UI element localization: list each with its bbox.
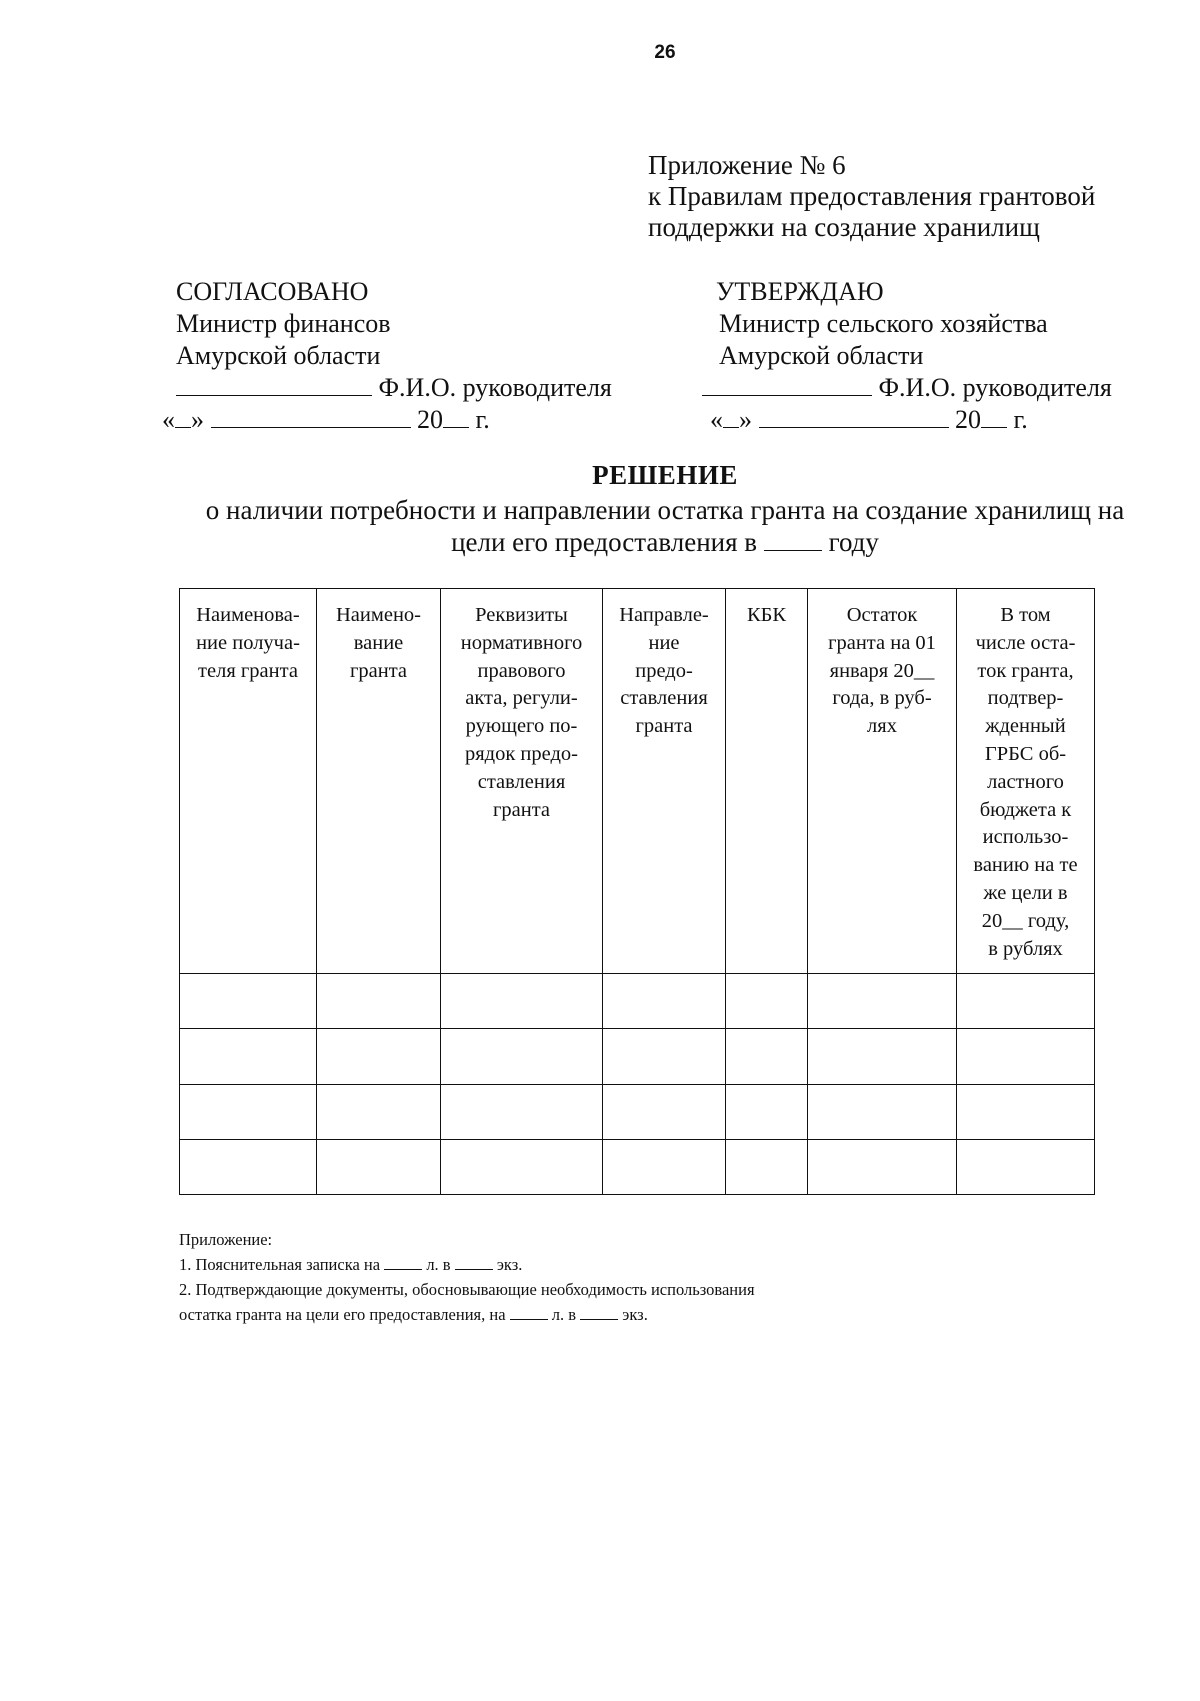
table-cell[interactable] [808,974,957,1029]
column-header-line: рующего по- [465,715,578,738]
column-header-line: Наименова- [196,604,300,626]
column-header-line: гранта на 01 [828,631,936,654]
column-header-line: Остаток [846,604,918,626]
column-header-line: же цели в [983,881,1068,904]
appendix-rules-line: к Правилам предоставления грантовой [648,181,1096,211]
fio-label: Ф.И.О. руководителя [878,373,1112,402]
page-number: 26 [654,42,676,63]
year-blank [764,550,822,551]
approver-region: Амурской области [176,341,381,370]
year-blank [981,427,1007,428]
day-blank [175,427,191,428]
pages-blank [384,1269,422,1270]
document-subtitle [170,494,1160,558]
column-header-line: подтвер- [987,687,1064,710]
date-open-quote: « [162,405,175,434]
grant-table [179,588,1095,1195]
copies-blank [580,1319,618,1320]
column-header-line: Направле- [619,604,709,626]
column-header [726,589,808,974]
year-suffix: г. [1013,405,1028,434]
year-blank [443,427,469,428]
column-header-line: ГРБС об- [984,742,1067,765]
signature-blank [702,395,872,396]
column-header-line: нормативного [460,631,583,654]
subtitle-line: о наличии потребности и направлении остатка гранта на создание хранилищ на [205,495,1125,525]
table-cell[interactable] [603,1139,726,1194]
table-cell[interactable] [317,1084,441,1139]
column-header-line: ванию на те [973,854,1078,877]
column-header-line: в рублях [988,937,1063,960]
date-close-quote: » [191,405,204,434]
table-cell[interactable] [441,1139,603,1194]
date-line [162,404,612,436]
approval-heading: УТВЕРЖДАЮ [716,277,884,306]
column-header-line: теля гранта [198,659,298,682]
column-header-line: предо- [635,659,693,682]
column-header-line: января 20__ [829,659,935,682]
table-header-row [180,589,1095,974]
approval-block-approved [710,276,1112,436]
column-header-line: 20__ году, [981,909,1070,932]
table-cell[interactable] [441,1029,603,1084]
attachment-text: экз. [622,1305,648,1324]
year-suffix: г. [475,405,490,434]
approver-region: Амурской области [719,341,924,370]
column-header-line: жденный [985,715,1066,738]
month-blank [759,427,949,428]
year-prefix: 20 [417,405,443,434]
attachments-heading: Приложение: [179,1230,273,1249]
table-row [180,1084,1095,1139]
document-title: РЕШЕНИЕ [592,460,738,490]
attachment-item: 2. Подтверждающие документы, обосновывающие необходимость использования [179,1280,755,1299]
signature-line [176,372,612,404]
month-blank [211,427,411,428]
signature-blank [176,395,372,396]
table-cell[interactable] [603,1029,726,1084]
column-header-line: Реквизиты [475,604,568,626]
column-header-line: правового [477,659,566,682]
attachment-text: экз. [496,1255,523,1274]
table-cell[interactable] [808,1029,957,1084]
column-header-line: ние [648,631,680,654]
year-prefix: 20 [955,405,981,434]
column-header-line: года, в руб- [832,687,932,710]
date-line [710,404,1112,436]
table-cell[interactable] [317,974,441,1029]
column-header-line: В том [1000,604,1051,626]
copies-blank [455,1269,493,1270]
approval-heading: СОГЛАСОВАНО [176,277,369,306]
attachment-text: л. в [551,1305,577,1324]
table-row [180,974,1095,1029]
column-header-line: ние получа- [196,631,300,654]
attachment-text: л. в [426,1255,451,1274]
appendix-reference [648,150,1095,243]
table-cell[interactable] [726,974,808,1029]
subtitle-line [170,526,1160,558]
column-header-line: использо- [982,826,1069,849]
attachment-item-continued [179,1302,755,1327]
column-header-line: акта, регули- [465,687,578,710]
column-header-line: гранта [635,715,693,738]
table-cell[interactable] [957,1139,1095,1194]
column-header-line: лях [867,715,897,738]
column-header-line: вание [353,631,404,654]
attachment-item [179,1252,755,1277]
column-header-line: Наимено- [336,604,421,626]
column-header [603,589,726,974]
table-cell[interactable] [726,1084,808,1139]
column-header-line: числе оста- [975,631,1076,654]
day-blank [723,427,739,428]
table-row [180,1029,1095,1084]
appendix-number: Приложение № 6 [648,150,846,180]
approver-position: Министр сельского хозяйства [719,309,1048,338]
attachment-text: 1. Пояснительная записка на [179,1255,381,1274]
table-cell[interactable] [808,1084,957,1139]
column-header-line: КБК [746,604,787,626]
approval-block-agreed [162,276,612,436]
table-cell[interactable] [726,1029,808,1084]
table-cell[interactable] [603,974,726,1029]
table-cell[interactable] [180,1084,317,1139]
pages-blank [510,1319,548,1320]
table-cell[interactable] [441,1084,603,1139]
attachments-list [179,1227,755,1327]
table-cell[interactable] [180,1029,317,1084]
table-cell[interactable] [808,1139,957,1194]
column-header [180,589,317,974]
column-header-line: ластного [987,770,1064,793]
signature-line [702,372,1112,404]
table-cell[interactable] [180,1139,317,1194]
column-header [317,589,441,974]
column-header-line: рядок предо- [464,742,578,765]
column-header-line: гранта [492,798,551,821]
appendix-rules-line: поддержки на создание хранилищ [648,212,1040,242]
table-row [180,1139,1095,1194]
table-cell[interactable] [957,1084,1095,1139]
date-open-quote: « [710,405,723,434]
column-header [957,589,1095,974]
attachment-text: остатка гранта на цели его предоставления, на [179,1305,506,1324]
fio-label: Ф.И.О. руководителя [378,373,612,402]
column-header-line: бюджета к [979,798,1072,821]
subtitle-text: цели его предоставления в [451,527,758,557]
column-header-line: ставления [477,770,566,793]
approver-position: Министр финансов [176,309,391,338]
column-header-line: ставления [620,687,708,710]
table-cell[interactable] [603,1084,726,1139]
table-cell[interactable] [317,1139,441,1194]
table-cell[interactable] [180,974,317,1029]
table-cell[interactable] [957,974,1095,1029]
table-cell[interactable] [957,1029,1095,1084]
column-header [441,589,603,974]
date-close-quote: » [739,405,752,434]
table-cell[interactable] [317,1029,441,1084]
column-header-line: гранта [349,659,408,682]
subtitle-text: году [828,527,879,557]
table-cell[interactable] [441,974,603,1029]
column-header [808,589,957,974]
column-header-line: ток гранта, [977,659,1074,682]
table-cell[interactable] [726,1139,808,1194]
